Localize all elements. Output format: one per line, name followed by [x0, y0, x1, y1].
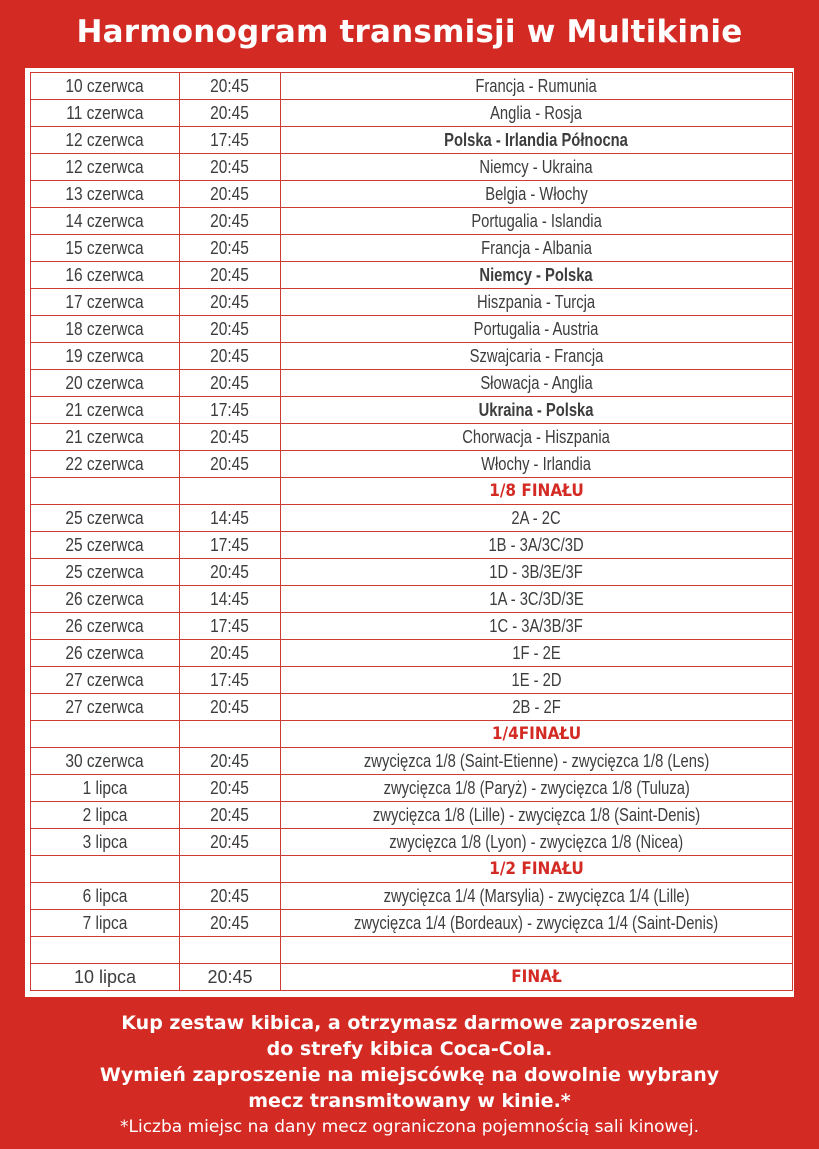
match-cell [281, 775, 793, 802]
footer-line-2: do strefy kibica Coca-Cola. [266, 1038, 553, 1060]
date-cell [31, 937, 180, 964]
match-text: zwycięzca 1/4 (Bordeaux) - zwycięzca 1/4 (Saint-Denis) [354, 912, 719, 933]
date-cell [31, 829, 180, 856]
schedule-row [31, 694, 793, 721]
match-cell [281, 262, 793, 289]
date-cell [31, 208, 180, 235]
match-text: Włochy - Irlandia [481, 453, 592, 474]
time-cell [180, 154, 281, 181]
date-text: 11 czerwca [66, 102, 144, 123]
schedule-row [31, 154, 793, 181]
match-cell [281, 208, 793, 235]
schedule-row [31, 829, 793, 856]
time-text: 20:45 [210, 183, 250, 204]
match-cell [281, 478, 793, 505]
date-text: 16 czerwca [65, 264, 145, 285]
match-text: zwycięzca 1/4 (Marsylia) - zwycięzca 1/4 (Lille) [383, 885, 690, 906]
match-text: zwycięzca 1/8 (Saint-Etienne) - zwycięzca 1/8 (Lens) [363, 750, 710, 771]
match-cell [281, 289, 793, 316]
time-text: 20:45 [210, 831, 250, 852]
schedule-row [31, 748, 793, 775]
date-cell [31, 505, 180, 532]
time-cell [180, 748, 281, 775]
time-text: 17:45 [210, 615, 250, 636]
time-cell [180, 586, 281, 613]
date-cell [31, 451, 180, 478]
match-cell [281, 127, 793, 154]
time-cell [180, 937, 281, 964]
date-cell [31, 370, 180, 397]
time-cell [180, 829, 281, 856]
schedule-row [31, 235, 793, 262]
date-text: 27 czerwca [65, 669, 145, 690]
match-text: Niemcy - Polska [479, 264, 594, 285]
time-text: 17:45 [210, 129, 250, 150]
time-text: 20:45 [210, 453, 250, 474]
time-cell [180, 613, 281, 640]
stage-row [31, 964, 793, 991]
match-cell [281, 883, 793, 910]
match-cell [281, 559, 793, 586]
match-cell [281, 613, 793, 640]
time-cell [180, 424, 281, 451]
date-text: 26 czerwca [65, 588, 145, 609]
match-text: 1/2 FINAŁU [489, 859, 584, 879]
time-text: 20:45 [210, 804, 250, 825]
date-text: 12 czerwca [65, 129, 145, 150]
date-cell [31, 802, 180, 829]
date-cell [31, 640, 180, 667]
time-text: 20:45 [210, 426, 250, 447]
schedule-row [31, 613, 793, 640]
date-text: 12 czerwca [65, 156, 145, 177]
schedule-row [31, 73, 793, 100]
match-text: Słowacja - Anglia [480, 372, 593, 393]
match-cell [281, 505, 793, 532]
time-text: 20:45 [210, 156, 250, 177]
schedule-row [31, 397, 793, 424]
schedule-row [31, 181, 793, 208]
match-cell [281, 343, 793, 370]
match-text: 1/4FINAŁU [491, 724, 582, 744]
match-text: Polska - Irlandia Północna [444, 129, 629, 150]
date-text: 20 czerwca [65, 372, 145, 393]
date-cell [31, 235, 180, 262]
date-cell [31, 721, 180, 748]
time-cell [180, 802, 281, 829]
footer-line-3: Wymień zaproszenie na miejscówkę na dowolnie wybrany [99, 1064, 720, 1086]
match-text: 1F - 2E [512, 642, 561, 663]
match-cell [281, 100, 793, 127]
schedule-row [31, 910, 793, 937]
date-text: 15 czerwca [65, 237, 145, 258]
time-text: 20:45 [210, 264, 250, 285]
date-cell [31, 424, 180, 451]
match-cell [281, 397, 793, 424]
match-cell [281, 937, 793, 964]
match-text: zwycięzca 1/8 (Paryż) - zwycięzca 1/8 (Tuluza) [383, 777, 690, 798]
match-text: FINAŁ [511, 967, 562, 987]
time-text: 20:45 [210, 237, 250, 258]
schedule-row [31, 370, 793, 397]
schedule-row [31, 505, 793, 532]
match-text: zwycięzca 1/8 (Lille) - zwycięzca 1/8 (Saint-Denis) [372, 804, 701, 825]
date-text: 7 lipca [82, 912, 128, 933]
schedule-row [31, 532, 793, 559]
date-cell [31, 559, 180, 586]
date-text: 1 lipca [82, 777, 128, 798]
match-text: 2A - 2C [511, 507, 562, 528]
time-cell [180, 910, 281, 937]
schedule-row [31, 127, 793, 154]
schedule-row [31, 667, 793, 694]
time-cell [180, 343, 281, 370]
date-cell [31, 343, 180, 370]
match-cell [281, 532, 793, 559]
time-text: 20:45 [210, 75, 250, 96]
schedule-row [31, 316, 793, 343]
match-cell [281, 802, 793, 829]
match-cell [281, 73, 793, 100]
time-cell [180, 532, 281, 559]
date-cell [31, 910, 180, 937]
date-cell [31, 748, 180, 775]
schedule-row [31, 262, 793, 289]
match-text: Niemcy - Ukraina [479, 156, 594, 177]
time-text: 20:45 [210, 372, 250, 393]
match-cell [281, 154, 793, 181]
match-text: 1/8 FINAŁU [489, 481, 584, 501]
time-cell [180, 289, 281, 316]
match-text: Portugalia - Austria [474, 318, 599, 339]
stage-row [31, 856, 793, 883]
match-text: 2B - 2F [512, 696, 561, 717]
date-text: 25 czerwca [65, 507, 145, 528]
schedule-row [31, 883, 793, 910]
match-text: Hiszpania - Turcja [477, 291, 596, 312]
date-text: 21 czerwca [65, 399, 145, 420]
match-cell [281, 667, 793, 694]
date-cell [31, 262, 180, 289]
schedule-row [31, 451, 793, 478]
match-cell [281, 829, 793, 856]
footer-line-1: Kup zestaw kibica, a otrzymasz darmowe zaproszenie [121, 1012, 698, 1034]
time-text: 20:45 [210, 561, 250, 582]
date-text: 19 czerwca [65, 345, 145, 366]
time-text: 20:45 [210, 345, 250, 366]
time-text: 20:45 [210, 696, 250, 717]
schedule-table [30, 72, 793, 991]
date-text: 3 lipca [82, 831, 128, 852]
schedule-row [31, 343, 793, 370]
date-cell [31, 478, 180, 505]
date-text: 10 lipca [73, 966, 137, 987]
date-cell [31, 613, 180, 640]
time-cell [180, 397, 281, 424]
match-text: Chorwacja - Hiszpania [462, 426, 611, 447]
match-cell [281, 721, 793, 748]
time-text: 20:45 [210, 102, 250, 123]
date-text: 26 czerwca [65, 615, 145, 636]
match-text: Belgia - Włochy [485, 183, 588, 204]
schedule-panel [25, 68, 794, 997]
time-text: 20:45 [210, 750, 250, 771]
time-cell [180, 316, 281, 343]
match-text: zwycięzca 1/8 (Lyon) - zwycięzca 1/8 (Nicea) [389, 831, 684, 852]
date-text: 26 czerwca [65, 642, 145, 663]
match-cell [281, 694, 793, 721]
date-cell [31, 532, 180, 559]
time-cell [180, 667, 281, 694]
date-text: 2 lipca [82, 804, 128, 825]
stage-row [31, 478, 793, 505]
date-text: 21 czerwca [65, 426, 145, 447]
time-cell [180, 100, 281, 127]
date-cell [31, 316, 180, 343]
schedule-row [31, 640, 793, 667]
time-text: 20:45 [210, 885, 250, 906]
match-text: 1B - 3A/3C/3D [488, 534, 585, 555]
time-cell [180, 73, 281, 100]
date-cell [31, 73, 180, 100]
time-text: 17:45 [210, 669, 250, 690]
date-cell [31, 397, 180, 424]
time-cell [180, 640, 281, 667]
time-cell [180, 964, 281, 991]
match-cell [281, 235, 793, 262]
date-cell [31, 289, 180, 316]
footer-note: *Liczba miejsc na dany mecz ograniczona pojemnością sali kinowej. [120, 1117, 699, 1137]
time-cell [180, 235, 281, 262]
date-cell [31, 964, 180, 991]
match-cell [281, 586, 793, 613]
time-text: 20:45 [210, 291, 250, 312]
match-text: Szwajcaria - Francja [469, 345, 604, 366]
time-cell [180, 694, 281, 721]
time-cell [180, 451, 281, 478]
date-text: 25 czerwca [65, 534, 145, 555]
match-text: 1A - 3C/3D/3E [489, 588, 584, 609]
date-cell [31, 154, 180, 181]
date-text: 6 lipca [82, 885, 128, 906]
time-cell [180, 883, 281, 910]
date-text: 22 czerwca [65, 453, 145, 474]
date-cell [31, 883, 180, 910]
schedule-row [31, 208, 793, 235]
page-title: Harmonogram transmisji w Multikinie [76, 14, 743, 50]
time-text: 20:45 [210, 912, 250, 933]
time-cell [180, 775, 281, 802]
time-cell [180, 181, 281, 208]
time-text: 20:45 [210, 642, 250, 663]
match-text: 1D - 3B/3E/3F [489, 561, 584, 582]
date-cell [31, 586, 180, 613]
time-text: 14:45 [210, 507, 250, 528]
match-text: 1E - 2D [511, 669, 562, 690]
match-cell [281, 370, 793, 397]
time-cell [180, 856, 281, 883]
date-text: 27 czerwca [65, 696, 145, 717]
match-text: Francja - Rumunia [475, 75, 598, 96]
footer-line-4: mecz transmitowany w kinie.* [248, 1090, 571, 1112]
footer [0, 1010, 819, 1140]
time-cell [180, 505, 281, 532]
schedule-body [31, 73, 793, 991]
match-cell [281, 640, 793, 667]
match-cell [281, 181, 793, 208]
schedule-row [31, 424, 793, 451]
match-cell [281, 856, 793, 883]
match-text: Portugalia - Islandia [471, 210, 602, 231]
time-cell [180, 721, 281, 748]
date-text: 13 czerwca [65, 183, 145, 204]
date-cell [31, 127, 180, 154]
date-text: 18 czerwca [65, 318, 145, 339]
time-cell [180, 370, 281, 397]
date-text: 30 czerwca [65, 750, 145, 771]
date-cell [31, 181, 180, 208]
schedule-row [31, 100, 793, 127]
time-cell [180, 208, 281, 235]
match-cell [281, 748, 793, 775]
match-text: Anglia - Rosja [490, 102, 583, 123]
time-text: 17:45 [210, 534, 250, 555]
match-text: 1C - 3A/3B/3F [489, 615, 584, 636]
time-cell [180, 262, 281, 289]
time-text: 14:45 [210, 588, 250, 609]
match-cell [281, 316, 793, 343]
time-cell [180, 559, 281, 586]
date-cell [31, 856, 180, 883]
match-cell [281, 451, 793, 478]
match-cell [281, 964, 793, 991]
date-text: 25 czerwca [65, 561, 145, 582]
date-text: 14 czerwca [65, 210, 145, 231]
date-text: 10 czerwca [65, 75, 145, 96]
time-text: 20:45 [210, 777, 250, 798]
schedule-row [31, 937, 793, 964]
date-cell [31, 694, 180, 721]
match-text: Francja - Albania [481, 237, 592, 258]
date-text: 17 czerwca [65, 291, 145, 312]
match-cell [281, 910, 793, 937]
schedule-row [31, 586, 793, 613]
schedule-row [31, 775, 793, 802]
time-text: 20:45 [210, 318, 250, 339]
date-cell [31, 775, 180, 802]
time-cell [180, 478, 281, 505]
match-cell [281, 424, 793, 451]
date-cell [31, 667, 180, 694]
date-cell [31, 100, 180, 127]
schedule-row [31, 559, 793, 586]
time-text: 17:45 [210, 399, 250, 420]
time-text: 20:45 [210, 210, 250, 231]
match-text: Ukraina - Polska [479, 399, 594, 420]
time-text: 20:45 [207, 966, 253, 987]
schedule-row [31, 289, 793, 316]
stage-row [31, 721, 793, 748]
time-cell [180, 127, 281, 154]
schedule-row [31, 802, 793, 829]
